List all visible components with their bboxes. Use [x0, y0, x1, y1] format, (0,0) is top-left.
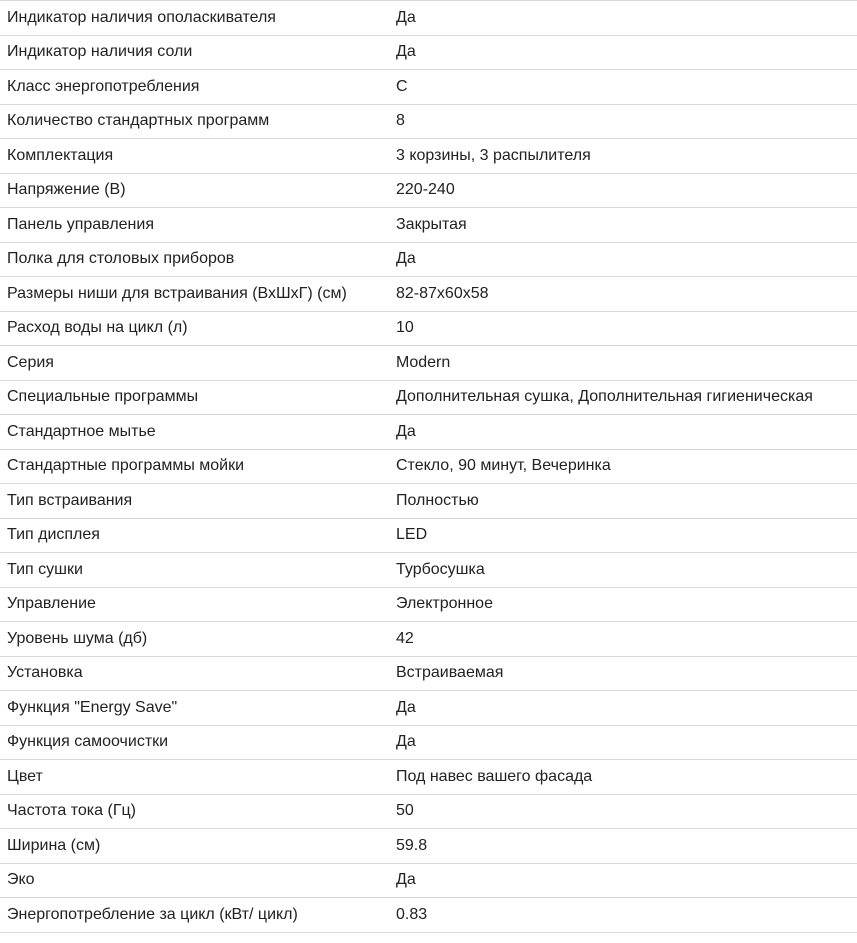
spec-row — [0, 726, 857, 761]
spec-row — [0, 864, 857, 899]
spec-name: Уровень шума (дб) — [7, 629, 148, 647]
spec-row — [0, 691, 857, 726]
spec-row — [0, 657, 857, 692]
spec-value: Да — [396, 733, 416, 751]
spec-row — [0, 381, 857, 416]
spec-value: 10 — [396, 319, 414, 337]
spec-name: Тип дисплея — [7, 526, 100, 544]
spec-value: Да — [396, 250, 416, 268]
spec-value: Да — [396, 871, 416, 889]
spec-row — [0, 1, 857, 36]
spec-value: Да — [396, 698, 416, 716]
spec-row — [0, 415, 857, 450]
spec-row — [0, 105, 857, 140]
spec-row — [0, 70, 857, 105]
spec-name: Управление — [7, 595, 96, 613]
spec-value: 82-87x60x58 — [396, 284, 489, 302]
spec-value: Турбосушка — [396, 560, 485, 578]
spec-value: Да — [396, 43, 416, 61]
spec-name: Стандартные программы мойки — [7, 457, 245, 475]
spec-value: Закрытая — [396, 215, 467, 233]
spec-row — [0, 760, 857, 795]
spec-value: 59.8 — [396, 836, 428, 854]
spec-value: Полностью — [396, 491, 479, 509]
spec-row — [0, 312, 857, 347]
spec-name: Энергопотребление за цикл (кВт/ цикл) — [7, 905, 298, 923]
spec-value: Дополнительная сушка, Дополнительная гигиеническая — [396, 388, 813, 406]
spec-name: Панель управления — [7, 215, 154, 233]
spec-row — [0, 553, 857, 588]
spec-name: Расход воды на цикл (л) — [7, 319, 188, 337]
spec-name: Установка — [7, 664, 83, 682]
spec-name: Эко — [7, 871, 35, 889]
spec-value: Да — [396, 8, 416, 26]
spec-value: 220-240 — [396, 181, 455, 199]
spec-name: Цвет — [7, 767, 43, 785]
spec-row — [0, 174, 857, 209]
spec-value: 8 — [396, 112, 405, 130]
spec-value: 0.83 — [396, 905, 428, 923]
spec-name: Количество стандартных программ — [7, 112, 270, 130]
spec-row — [0, 622, 857, 657]
spec-row — [0, 588, 857, 623]
spec-row — [0, 519, 857, 554]
spec-row — [0, 795, 857, 830]
spec-value: 42 — [396, 629, 414, 647]
spec-name: Тип встраивания — [7, 491, 133, 509]
spec-name: Специальные программы — [7, 388, 199, 406]
spec-name: Индикатор наличия соли — [7, 43, 193, 61]
spec-value: 3 корзины, 3 распылителя — [396, 146, 591, 164]
spec-row — [0, 208, 857, 243]
spec-value: Да — [396, 422, 416, 440]
spec-row — [0, 898, 857, 933]
spec-name: Напряжение (В) — [7, 181, 126, 199]
spec-row — [0, 243, 857, 278]
spec-name: Ширина (см) — [7, 836, 101, 854]
spec-value: Электронное — [396, 595, 493, 613]
spec-row — [0, 277, 857, 312]
spec-name: Стандартное мытье — [7, 422, 156, 440]
spec-name: Размеры ниши для встраивания (ВхШхГ) (см) — [7, 284, 347, 302]
spec-row — [0, 36, 857, 71]
spec-name: Тип сушки — [7, 560, 83, 578]
spec-value: Под навес вашего фасада — [396, 767, 593, 785]
spec-value: Modern — [396, 353, 451, 371]
spec-name: Функция самоочистки — [7, 733, 169, 751]
spec-name: Класс энергопотребления — [7, 77, 200, 95]
spec-value: C — [396, 77, 408, 95]
spec-row — [0, 829, 857, 864]
spec-name: Функция "Energy Save" — [7, 698, 178, 716]
spec-value: LED — [396, 526, 428, 544]
spec-value: 50 — [396, 802, 414, 820]
spec-value: Встраиваемая — [396, 664, 504, 682]
spec-name: Полка для столовых приборов — [7, 250, 235, 268]
spec-name: Индикатор наличия ополаскивателя — [7, 8, 276, 26]
spec-row — [0, 139, 857, 174]
spec-row — [0, 346, 857, 381]
spec-row — [0, 450, 857, 485]
spec-name: Серия — [7, 353, 54, 371]
spec-row — [0, 484, 857, 519]
spec-name: Частота тока (Гц) — [7, 802, 136, 820]
spec-value: Стекло, 90 минут, Вечеринка — [396, 457, 611, 475]
spec-name: Комплектация — [7, 146, 114, 164]
